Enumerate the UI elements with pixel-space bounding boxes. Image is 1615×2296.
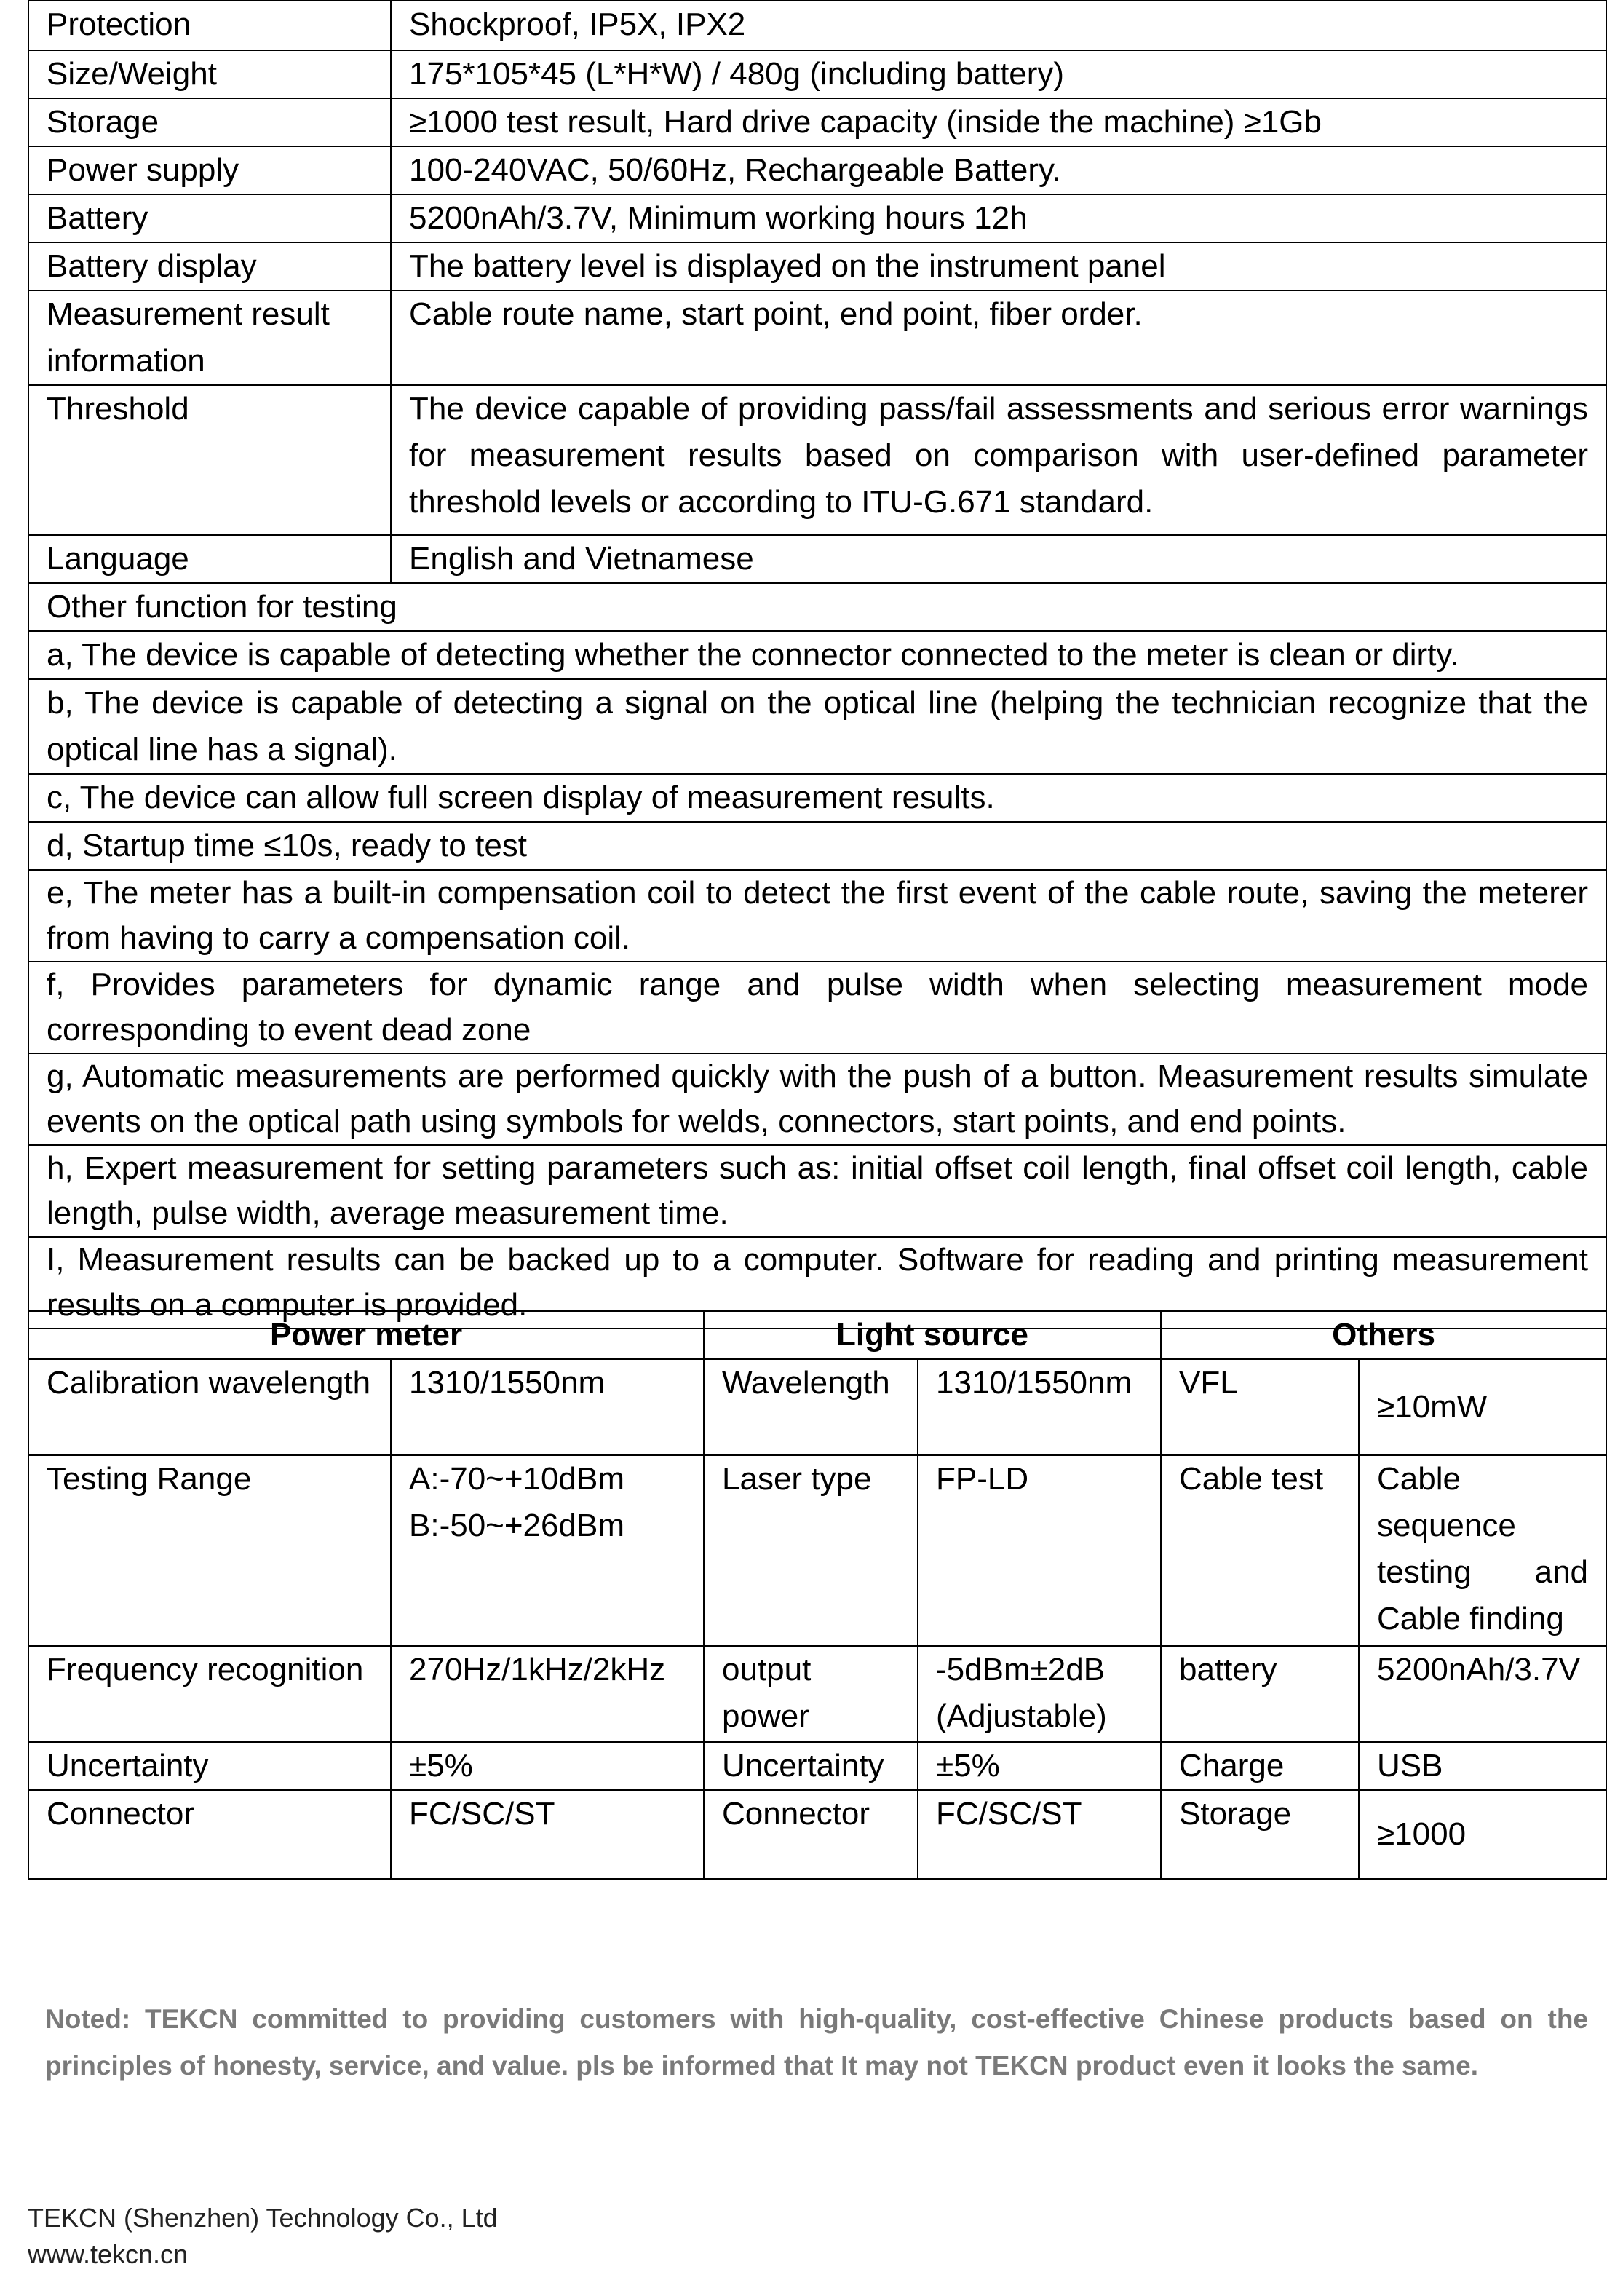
header-light-source: Light source	[704, 1311, 1161, 1359]
other-function-item: f, Provides parameters for dynamic range and pulse width when selecting measurement mode corresponding to event dead zone	[28, 962, 1606, 1053]
spec-label: Battery	[28, 194, 391, 242]
ls-label: Wavelength	[704, 1359, 918, 1455]
pm-value: 270Hz/1kHz/2kHz	[391, 1646, 704, 1742]
ls-value: FC/SC/ST	[918, 1790, 1161, 1879]
spec-value: 100-240VAC, 50/60Hz, Rechargeable Battery.	[391, 146, 1606, 194]
notice-text: Noted: TEKCN committed to providing customers with high-quality, cost-effective Chinese products based on the principles of honesty, service, and value. pls be informed that It may not TEKCN product even it looks the same.	[45, 2004, 1588, 2081]
ot-label: Storage	[1161, 1790, 1359, 1879]
other-function-item: b, The device is capable of detecting a signal on the optical line (helping the technician recognize that the optical line has a signal).	[28, 679, 1606, 774]
pm-value-cell	[391, 1455, 704, 1646]
ls-label: Uncertainty	[704, 1742, 918, 1790]
spec-value: English and Vietnamese	[391, 535, 1606, 583]
table-row	[28, 50, 1606, 98]
spec-value: Shockproof, IP5X, IPX2	[391, 1, 1606, 50]
ls-value: -5dBm±2dB (Adjustable)	[918, 1646, 1161, 1742]
spec-label: Size/Weight	[28, 50, 391, 98]
pm-value: A:-70~+10dBm	[409, 1461, 624, 1497]
pm-value: ±5%	[391, 1742, 704, 1790]
other-functions-title: Other function for testing	[28, 583, 1606, 631]
spec-value: 5200nAh/3.7V, Minimum working hours 12h	[391, 194, 1606, 242]
spec-label: Storage	[28, 98, 391, 146]
spec-table	[28, 0, 1607, 1329]
pm-label: Testing Range	[28, 1455, 391, 1646]
spec-value: Cable route name, start point, end point, fiber order.	[391, 290, 1606, 385]
pm-value: 1310/1550nm	[391, 1359, 704, 1455]
spec-value: 175*105*45 (L*H*W) / 480g (including battery)	[391, 50, 1606, 98]
other-function-item: a, The device is capable of detecting whether the connector connected to the meter is clean or dirty.	[28, 631, 1606, 679]
ot-label: Cable test	[1161, 1455, 1359, 1646]
table-row	[28, 679, 1606, 774]
ls-value: FP-LD	[918, 1455, 1161, 1646]
table-row	[28, 583, 1606, 631]
pm-label: Calibration wavelength	[28, 1359, 391, 1455]
table-header-row	[28, 1311, 1606, 1359]
ot-value: Cable sequence testing and Cable finding	[1359, 1455, 1606, 1646]
spec-label: Language	[28, 535, 391, 583]
ot-value: 5200nAh/3.7V	[1359, 1646, 1606, 1742]
footer	[28, 2200, 498, 2273]
spec-label: Power supply	[28, 146, 391, 194]
spec-label: Threshold	[28, 385, 391, 535]
spec-label: Protection	[28, 1, 391, 50]
header-power-meter: Power meter	[28, 1311, 704, 1359]
table-row	[28, 822, 1606, 870]
ls-value: 1310/1550nm	[918, 1359, 1161, 1455]
other-function-item: g, Automatic measurements are performed quickly with the push of a button. Measurement results simulate events on the optical path using symbols for welds, connectors, start points, and end points.	[28, 1053, 1606, 1145]
spec-value: The battery level is displayed on the instrument panel	[391, 242, 1606, 290]
table-row	[28, 1646, 1606, 1742]
comparison-table	[28, 1310, 1607, 1880]
pm-value: B:-50~+26dBm	[409, 1508, 624, 1543]
ot-label: battery	[1161, 1646, 1359, 1742]
ls-value: ±5%	[918, 1742, 1161, 1790]
other-function-item: h, Expert measurement for setting parameters such as: initial offset coil length, final offset coil length, cable length, pulse width, average measurement time.	[28, 1145, 1606, 1237]
table-row	[28, 870, 1606, 962]
table-row	[28, 631, 1606, 679]
table-row	[28, 535, 1606, 583]
table-row	[28, 1359, 1606, 1455]
ot-label: VFL	[1161, 1359, 1359, 1455]
table-row	[28, 1455, 1606, 1646]
ot-value: USB	[1359, 1742, 1606, 1790]
spec-value: The device capable of providing pass/fail assessments and serious error warnings for measurement results based on comparison with user-defined parameter threshold levels or according to ITU-G.671 standard.	[391, 385, 1606, 535]
spec-value: ≥1000 test result, Hard drive capacity (inside the machine) ≥1Gb	[391, 98, 1606, 146]
table-row	[28, 290, 1606, 385]
table-row	[28, 1742, 1606, 1790]
table-row	[28, 146, 1606, 194]
company-website[interactable]: www.tekcn.cn	[28, 2239, 189, 2269]
table-row	[28, 1790, 1606, 1879]
table-row	[28, 1, 1606, 50]
spec-label: Battery display	[28, 242, 391, 290]
ot-value: ≥10mW	[1359, 1359, 1606, 1455]
ls-label: output power	[704, 1646, 918, 1742]
table-row	[28, 194, 1606, 242]
other-function-item: e, The meter has a built-in compensation coil to detect the first event of the cable route, saving the meterer from having to carry a compensation coil.	[28, 870, 1606, 962]
pm-value: FC/SC/ST	[391, 1790, 704, 1879]
ot-label: Charge	[1161, 1742, 1359, 1790]
table-row	[28, 98, 1606, 146]
table-row	[28, 1053, 1606, 1145]
table-row	[28, 242, 1606, 290]
other-function-item: c, The device can allow full screen display of measurement results.	[28, 774, 1606, 822]
other-function-item: I, Measurement results can be backed up to a computer. Software for reading and printing measurement results on a computer is provided.	[28, 1237, 1606, 1329]
ot-value: ≥1000	[1359, 1790, 1606, 1879]
ls-label: Laser type	[704, 1455, 918, 1646]
pm-label: Uncertainty	[28, 1742, 391, 1790]
table-row	[28, 962, 1606, 1053]
other-function-item: d, Startup time ≤10s, ready to test	[28, 822, 1606, 870]
header-others: Others	[1161, 1311, 1606, 1359]
spec-label: Measurement result information	[28, 290, 391, 385]
pm-label: Frequency recognition	[28, 1646, 391, 1742]
company-name: TEKCN (Shenzhen) Technology Co., Ltd	[28, 2203, 498, 2233]
table-row	[28, 385, 1606, 535]
ls-label: Connector	[704, 1790, 918, 1879]
pm-label: Connector	[28, 1790, 391, 1879]
table-row	[28, 774, 1606, 822]
table-row	[28, 1145, 1606, 1237]
